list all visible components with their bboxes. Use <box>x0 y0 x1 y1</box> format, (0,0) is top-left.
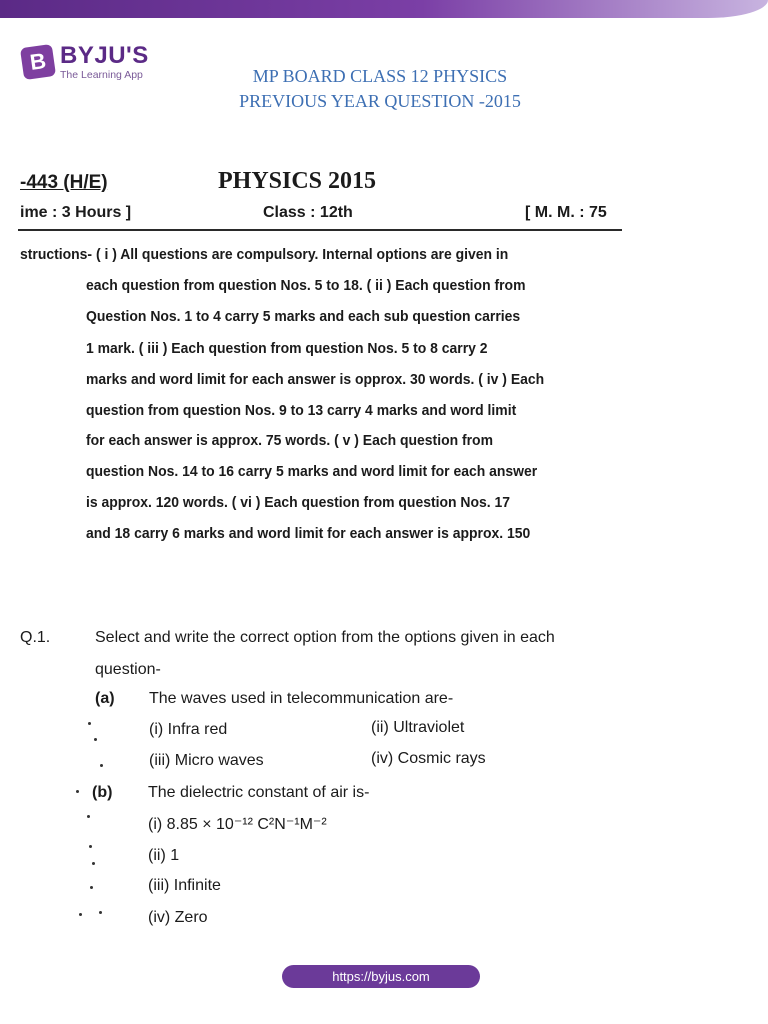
scan-speck <box>90 886 93 889</box>
subquestion-text: The dielectric constant of air is- <box>148 784 370 801</box>
scan-speck <box>88 722 91 725</box>
option: (iv) Zero <box>148 909 208 926</box>
paper-time: ime : 3 Hours ] <box>20 204 132 221</box>
logo-name: BYJU'S <box>60 42 149 69</box>
option: (ii) Ultraviolet <box>371 719 465 736</box>
paper-max-marks: [ M. M. : 75 <box>525 204 607 221</box>
top-banner <box>0 0 768 18</box>
header-line-1: MP BOARD CLASS 12 PHYSICS <box>252 66 508 86</box>
instruction-line: each question from question Nos. 5 to 18. ( ii ) Each question from <box>86 277 526 294</box>
header-rule <box>18 229 622 231</box>
question-text: question- <box>95 661 161 678</box>
instruction-line: 1 mark. ( iii ) Each question from question Nos. 5 to 8 carry 2 <box>86 340 488 357</box>
instruction-line: is approx. 120 words. ( vi ) Each question from question Nos. 17 <box>86 494 511 511</box>
option: (i) 8.85 × 10⁻¹² C²N⁻¹M⁻² <box>148 816 327 833</box>
logo-b-icon: B <box>20 44 56 80</box>
byjus-logo <box>22 44 149 81</box>
question-number: Q.1. <box>20 629 51 646</box>
paper-code: -443 (H/E) <box>20 172 108 193</box>
scan-speck <box>89 845 92 848</box>
option: (iv) Cosmic rays <box>371 750 486 767</box>
instruction-line: marks and word limit for each answer is opprox. 30 words. ( iv ) Each <box>86 371 545 388</box>
logo-tagline: The Learning App <box>60 69 143 81</box>
scan-speck <box>79 913 82 916</box>
instruction-line: structions- ( i ) All questions are compulsory. Internal options are given in <box>20 246 509 263</box>
option: (i) Infra red <box>149 721 228 738</box>
option: (ii) 1 <box>148 847 180 864</box>
instruction-line: question from question Nos. 9 to 13 carry 4 marks and word limit <box>86 402 517 419</box>
instruction-line: Question Nos. 1 to 4 carry 5 marks and each sub question carries <box>86 308 521 325</box>
scan-speck <box>94 738 97 741</box>
option: (iii) Infinite <box>148 877 221 894</box>
scan-speck <box>100 764 103 767</box>
scan-speck <box>76 790 79 793</box>
header-line-2: PREVIOUS YEAR QUESTION -2015 <box>239 91 521 111</box>
subquestion-text: The waves used in telecommunication are- <box>149 690 454 707</box>
instruction-line: for each answer is approx. 75 words. ( v ) Each question from <box>86 432 493 449</box>
instruction-line: question Nos. 14 to 16 carry 5 marks and word limit for each answer <box>86 463 538 480</box>
instruction-line: and 18 carry 6 marks and word limit for each answer is approx. 150 <box>86 525 531 542</box>
subquestion-label: (a) <box>95 690 115 707</box>
scan-speck <box>87 815 90 818</box>
paper-class: Class : 12th <box>263 204 353 221</box>
paper-title: PHYSICS 2015 <box>218 168 377 194</box>
subquestion-label: (b) <box>92 784 113 801</box>
footer-url-link[interactable]: https://byjus.com <box>282 965 480 988</box>
scan-speck <box>92 862 95 865</box>
scan-speck <box>99 911 102 914</box>
question-text: Select and write the correct option from the options given in each <box>95 629 555 646</box>
option: (iii) Micro waves <box>149 752 264 769</box>
